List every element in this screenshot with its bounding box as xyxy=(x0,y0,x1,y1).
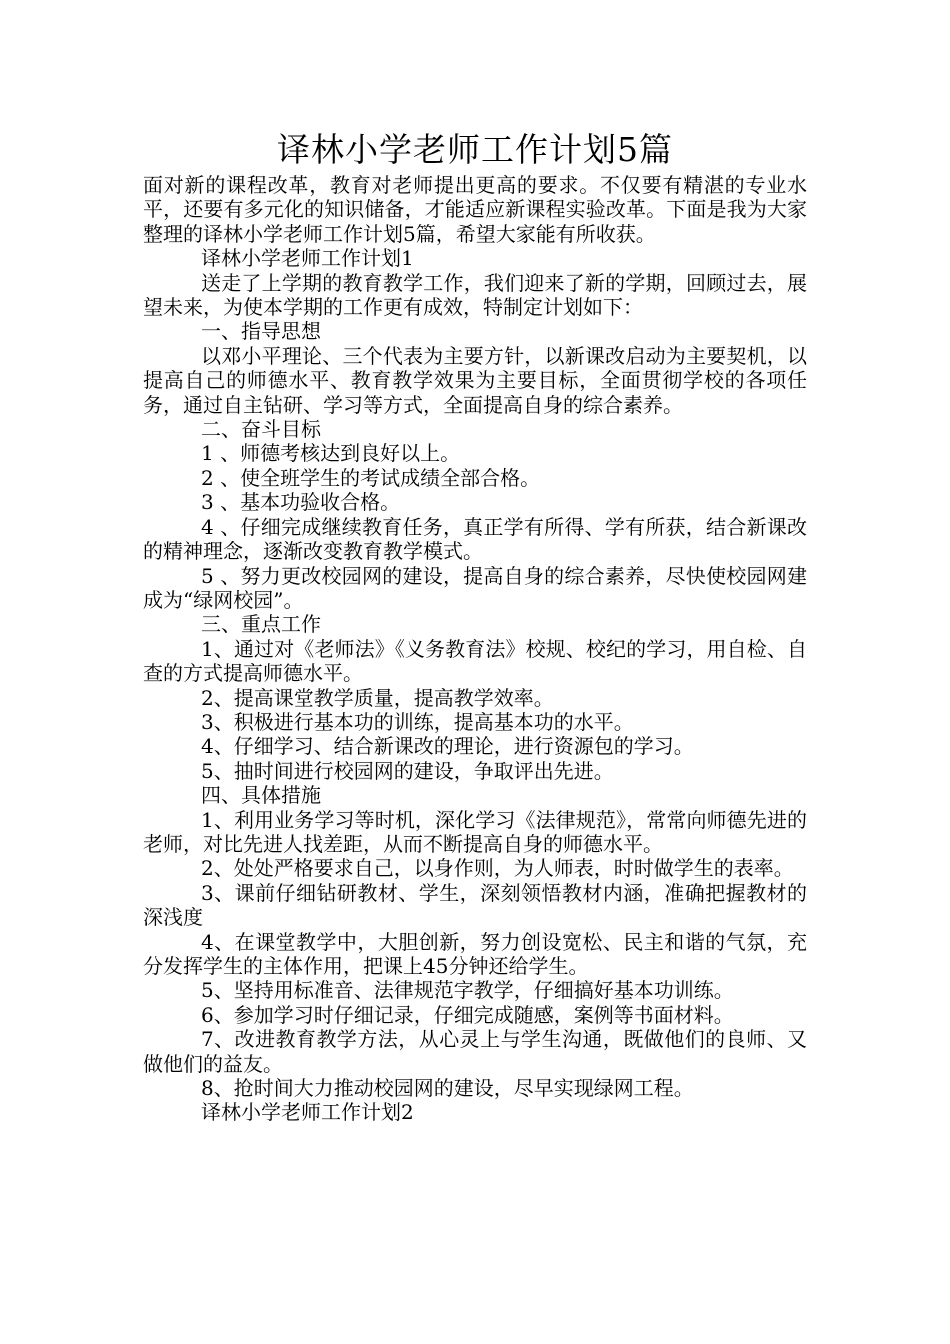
paragraph: 2、提高课堂教学质量，提高教学效率。 xyxy=(201,685,554,710)
paragraph: 4 、仔细完成继续教育任务，真正学有所得、学有所获，结合新课改的精神理念，逐渐改变教育教学模式。 xyxy=(143,514,807,564)
paragraph: 5 、努力更改校园网的建设，提高自身的综合素养，尽快使校园网建成为“绿网校园”。 xyxy=(143,563,807,612)
paragraph: 3 、基本功验收合格。 xyxy=(201,490,401,515)
paragraph: 送走了上学期的教育教学工作，我们迎来了新的学期，回顾过去，展望未来，为使本学期的工作更有成效，特制定计划如下： xyxy=(143,270,807,320)
paragraph: 1、利用业务学习等时机，深化学习《法律规范》，常常向师德先进的老师，对比先进人找差距，从而不断提高自身的师德水平。 xyxy=(143,807,807,856)
paragraph: 6、参加学习时仔细记录，仔细完成随感，案例等书面材料。 xyxy=(201,1002,734,1027)
paragraph: 以邓小平理论、三个代表为主要方针，以新课改启动为主要契机，以提高自己的师德水平、教育教学效果为主要目标，全面贯彻学校的各项任务，通过自主钻研、学习等方式，全面提高自身的综合素养。 xyxy=(143,343,807,417)
paragraph: 8、抢时间大力推动校园网的建设，尽早实现绿网工程。 xyxy=(201,1076,694,1101)
paragraph: 2 、使全班学生的考试成绩全部合格。 xyxy=(201,465,541,490)
paragraph: 译林小学老师工作计划1 xyxy=(201,246,414,271)
paragraph: 2、处处严格要求自己，以身作则，为人师表，时时做学生的表率。 xyxy=(201,856,794,881)
paragraph: 4、仔细学习、结合新课改的理论，进行资源包的学习。 xyxy=(201,734,694,759)
paragraph: 3、课前仔细钻研教材、学生，深刻领悟教材内涵，准确把握教材的深浅度 xyxy=(143,880,807,930)
paragraph: 三、重点工作 xyxy=(201,612,321,637)
paragraph: 二、奋斗目标 xyxy=(201,417,321,442)
paragraph: 面对新的课程改革，教育对老师提出更高的要求。不仅要有精湛的专业水平，还要有多元化的知识储备，才能适应新课程实验改革。下面是我为大家整理的译林小学老师工作计划5篇，希望大家能有所收获。 xyxy=(143,173,807,246)
paragraph: 1、通过对《老师法》《义务教育法》校规、校纪的学习，用自检、自查的方式提高师德水平。 xyxy=(143,636,807,686)
paragraph: 5、抽时间进行校园网的建设，争取评出先进。 xyxy=(201,758,614,783)
paragraph: 3、积极进行基本功的训练，提高基本功的水平。 xyxy=(201,709,634,734)
paragraph: 7、改进教育教学方法，从心灵上与学生沟通，既做他们的良师、又做他们的益友。 xyxy=(143,1027,807,1076)
paragraph: 一、指导思想 xyxy=(201,319,321,344)
paragraph: 1 、师德考核达到良好以上。 xyxy=(201,441,461,466)
paragraph: 译林小学老师工作计划2 xyxy=(201,1100,414,1125)
paragraph: 四、具体措施 xyxy=(201,783,321,808)
document-body xyxy=(143,173,807,1125)
document-title: 译林小学老师工作计划5篇 xyxy=(277,130,673,169)
paragraph: 5、坚持用标准音、法律规范字教学，仔细搞好基本功训练。 xyxy=(201,978,734,1003)
paragraph: 4、在课堂教学中，大胆创新，努力创设宽松、民主和谐的气氛，充分发挥学生的主体作用，把课上45分钟还给学生。 xyxy=(143,929,807,978)
